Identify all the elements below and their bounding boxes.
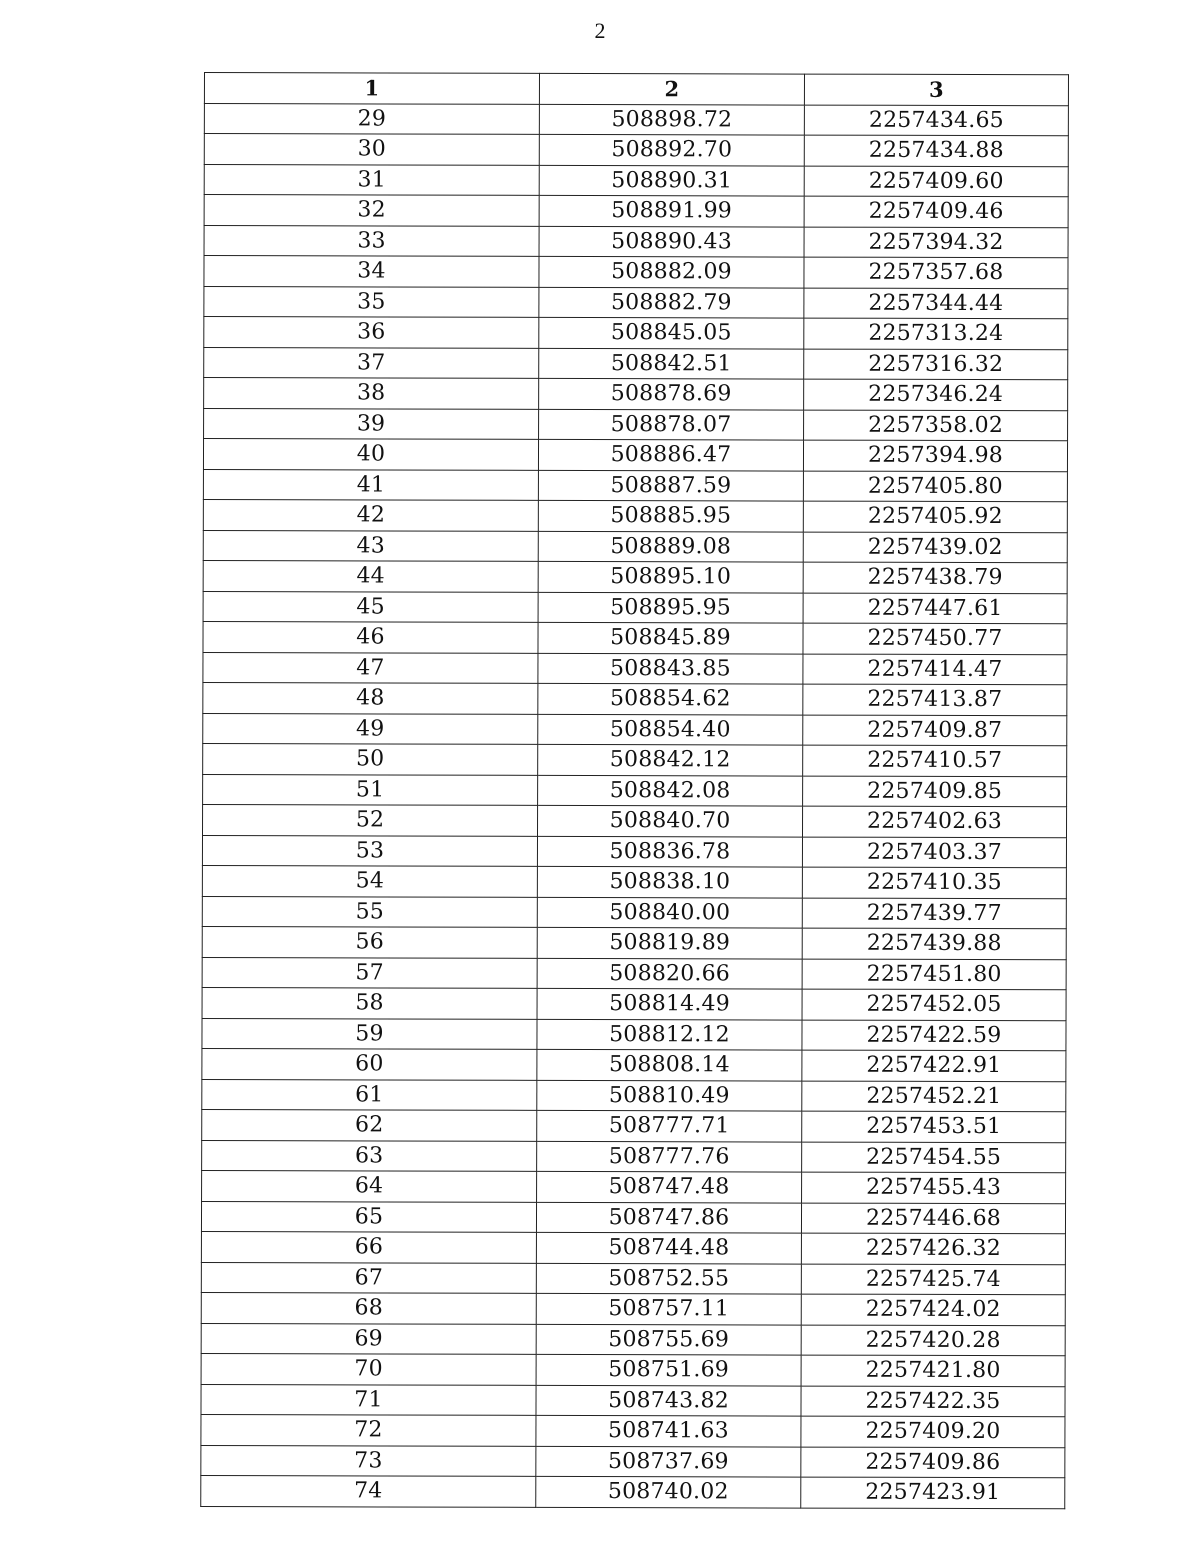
table-row	[203, 774, 1067, 807]
x-coordinate-cell: 508878.69	[539, 378, 804, 409]
y-coordinate-cell: 2257409.46	[804, 196, 1068, 227]
point-number-cell: 46	[203, 621, 538, 652]
y-coordinate-cell: 2257394.98	[803, 440, 1067, 471]
x-coordinate-cell: 508777.71	[537, 1110, 802, 1141]
table-row	[204, 286, 1068, 319]
table-row	[201, 1353, 1065, 1386]
point-number-cell: 44	[203, 560, 538, 591]
x-coordinate-cell: 508741.63	[536, 1415, 801, 1446]
point-number-cell: 33	[204, 225, 539, 256]
table-row	[202, 926, 1066, 959]
y-coordinate-cell: 2257447.61	[803, 593, 1067, 624]
x-coordinate-cell: 508890.31	[539, 165, 804, 196]
table-row	[204, 256, 1068, 289]
point-number-cell: 69	[201, 1323, 536, 1354]
column-header-1: 1	[204, 73, 539, 104]
y-coordinate-cell: 2257423.91	[801, 1477, 1065, 1508]
table-row	[203, 682, 1067, 715]
x-coordinate-cell: 508808.14	[537, 1049, 802, 1080]
point-number-cell: 43	[203, 530, 538, 561]
point-number-cell: 62	[202, 1109, 537, 1140]
x-coordinate-cell: 508777.76	[537, 1141, 802, 1172]
x-coordinate-cell: 508842.51	[539, 348, 804, 379]
table-row	[204, 134, 1068, 167]
x-coordinate-cell: 508887.59	[538, 470, 803, 501]
x-coordinate-cell: 508737.69	[536, 1446, 801, 1477]
point-number-cell: 65	[201, 1201, 536, 1232]
table-body	[201, 103, 1069, 1508]
y-coordinate-cell: 2257425.74	[801, 1264, 1065, 1295]
point-number-cell: 34	[204, 256, 539, 287]
point-number-cell: 53	[202, 835, 537, 866]
table-row	[201, 1475, 1065, 1508]
table-row	[203, 591, 1067, 624]
point-number-cell: 55	[202, 896, 537, 927]
table-row	[204, 164, 1068, 197]
table-row	[203, 439, 1067, 472]
point-number-cell: 48	[203, 682, 538, 713]
table-row	[202, 1109, 1066, 1142]
x-coordinate-cell: 508740.02	[536, 1476, 801, 1507]
x-coordinate-cell: 508814.49	[537, 988, 802, 1019]
x-coordinate-cell: 508895.95	[538, 592, 803, 623]
y-coordinate-cell: 2257452.05	[802, 989, 1066, 1020]
y-coordinate-cell: 2257439.02	[803, 532, 1067, 563]
table-row	[202, 835, 1066, 868]
x-coordinate-cell: 508892.70	[539, 134, 804, 165]
point-number-cell: 37	[204, 347, 539, 378]
y-coordinate-cell: 2257313.24	[804, 318, 1068, 349]
point-number-cell: 35	[204, 286, 539, 317]
x-coordinate-cell: 508898.72	[539, 104, 804, 135]
point-number-cell: 71	[201, 1384, 536, 1415]
x-coordinate-cell: 508854.62	[538, 683, 803, 714]
y-coordinate-cell: 2257438.79	[803, 562, 1067, 593]
point-number-cell: 54	[202, 865, 537, 896]
table-row	[201, 1292, 1065, 1325]
x-coordinate-cell: 508886.47	[538, 439, 803, 470]
table-row	[202, 1079, 1066, 1112]
x-coordinate-cell: 508836.78	[537, 836, 802, 867]
table-row	[204, 103, 1068, 136]
table-row	[201, 1201, 1065, 1234]
y-coordinate-cell: 2257422.35	[801, 1386, 1065, 1417]
table-row	[204, 225, 1068, 258]
table-row	[204, 347, 1068, 380]
point-number-cell: 67	[201, 1262, 536, 1293]
x-coordinate-cell: 508751.69	[536, 1354, 801, 1385]
x-coordinate-cell: 508757.11	[536, 1293, 801, 1324]
point-number-cell: 57	[202, 957, 537, 988]
y-coordinate-cell: 2257413.87	[803, 684, 1067, 715]
y-coordinate-cell: 2257422.91	[802, 1050, 1066, 1081]
table-row	[203, 804, 1067, 837]
point-number-cell: 68	[201, 1292, 536, 1323]
y-coordinate-cell: 2257409.86	[801, 1447, 1065, 1478]
column-header-2: 2	[539, 73, 804, 104]
table-row	[201, 1414, 1065, 1447]
point-number-cell: 52	[203, 804, 538, 835]
y-coordinate-cell: 2257452.21	[802, 1081, 1066, 1112]
table-row	[202, 957, 1066, 990]
point-number-cell: 50	[203, 743, 538, 774]
table-row	[202, 865, 1066, 898]
x-coordinate-cell: 508882.09	[539, 256, 804, 287]
y-coordinate-cell: 2257358.02	[804, 410, 1068, 441]
y-coordinate-cell: 2257434.88	[804, 135, 1068, 166]
y-coordinate-cell: 2257450.77	[803, 623, 1067, 654]
table-row	[203, 469, 1067, 502]
table-row	[202, 987, 1066, 1020]
y-coordinate-cell: 2257409.20	[801, 1416, 1065, 1447]
x-coordinate-cell: 508891.99	[539, 195, 804, 226]
point-number-cell: 56	[202, 926, 537, 957]
x-coordinate-cell: 508854.40	[538, 714, 803, 745]
x-coordinate-cell: 508743.82	[536, 1385, 801, 1416]
y-coordinate-cell: 2257316.32	[804, 349, 1068, 380]
y-coordinate-cell: 2257346.24	[804, 379, 1068, 410]
y-coordinate-cell: 2257426.32	[801, 1233, 1065, 1264]
header-row	[204, 73, 1068, 106]
y-coordinate-cell: 2257434.65	[804, 105, 1068, 136]
point-number-cell: 73	[201, 1445, 536, 1476]
table-row	[201, 1445, 1065, 1478]
table-row	[203, 530, 1067, 563]
page-number: 2	[594, 18, 606, 43]
point-number-cell: 38	[204, 378, 539, 409]
point-number-cell: 45	[203, 591, 538, 622]
y-coordinate-cell: 2257446.68	[801, 1203, 1065, 1234]
y-coordinate-cell: 2257455.43	[802, 1172, 1066, 1203]
y-coordinate-cell: 2257422.59	[802, 1020, 1066, 1051]
x-coordinate-cell: 508840.00	[537, 897, 802, 928]
y-coordinate-cell: 2257409.85	[803, 776, 1067, 807]
table-row	[204, 317, 1068, 350]
point-number-cell: 64	[202, 1170, 537, 1201]
x-coordinate-cell: 508845.89	[538, 622, 803, 653]
table-row	[202, 1170, 1066, 1203]
x-coordinate-cell: 508885.95	[538, 500, 803, 531]
x-coordinate-cell: 508810.49	[537, 1080, 802, 1111]
point-number-cell: 51	[203, 774, 538, 805]
y-coordinate-cell: 2257402.63	[803, 806, 1067, 837]
y-coordinate-cell: 2257439.88	[802, 928, 1066, 959]
table-row	[201, 1323, 1065, 1356]
y-coordinate-cell: 2257409.87	[803, 715, 1067, 746]
y-coordinate-cell: 2257394.32	[804, 227, 1068, 258]
point-number-cell: 72	[201, 1414, 536, 1445]
table-row	[201, 1262, 1065, 1295]
point-number-cell: 36	[204, 317, 539, 348]
x-coordinate-cell: 508819.89	[537, 927, 802, 958]
x-coordinate-cell: 508882.79	[539, 287, 804, 318]
x-coordinate-cell: 508744.48	[536, 1232, 801, 1263]
table-row	[202, 896, 1066, 929]
y-coordinate-cell: 2257453.51	[802, 1111, 1066, 1142]
y-coordinate-cell: 2257409.60	[804, 166, 1068, 197]
x-coordinate-cell: 508895.10	[538, 561, 803, 592]
x-coordinate-cell: 508752.55	[536, 1263, 801, 1294]
y-coordinate-cell: 2257451.80	[802, 959, 1066, 990]
point-number-cell: 47	[203, 652, 538, 683]
table-row	[204, 195, 1068, 228]
y-coordinate-cell: 2257405.92	[803, 501, 1067, 532]
x-coordinate-cell: 508820.66	[537, 958, 802, 989]
point-number-cell: 59	[202, 1018, 537, 1049]
x-coordinate-cell: 508755.69	[536, 1324, 801, 1355]
y-coordinate-cell: 2257454.55	[802, 1142, 1066, 1173]
y-coordinate-cell: 2257414.47	[803, 654, 1067, 685]
y-coordinate-cell: 2257405.80	[803, 471, 1067, 502]
table-row	[202, 1018, 1066, 1051]
point-number-cell: 31	[204, 164, 539, 195]
x-coordinate-cell: 508878.07	[539, 409, 804, 440]
table-row	[203, 652, 1067, 685]
point-number-cell: 29	[204, 103, 539, 134]
point-number-cell: 41	[203, 469, 538, 500]
point-number-cell: 74	[201, 1475, 536, 1506]
x-coordinate-cell: 508843.85	[538, 653, 803, 684]
table-row	[203, 621, 1067, 654]
table-row	[202, 1048, 1066, 1081]
x-coordinate-cell: 508842.12	[538, 744, 803, 775]
x-coordinate-cell: 508812.12	[537, 1019, 802, 1050]
y-coordinate-cell: 2257344.44	[804, 288, 1068, 319]
x-coordinate-cell: 508842.08	[538, 775, 803, 806]
table-row	[201, 1231, 1065, 1264]
table-row	[201, 1384, 1065, 1417]
coordinates-table	[200, 72, 1069, 1509]
point-number-cell: 30	[204, 134, 539, 165]
point-number-cell: 61	[202, 1079, 537, 1110]
x-coordinate-cell: 508747.86	[536, 1202, 801, 1233]
point-number-cell: 58	[202, 987, 537, 1018]
table-row	[203, 743, 1067, 776]
point-number-cell: 63	[202, 1140, 537, 1171]
table-row	[203, 713, 1067, 746]
point-number-cell: 40	[203, 439, 538, 470]
table-row	[204, 408, 1068, 441]
x-coordinate-cell: 508889.08	[538, 531, 803, 562]
table-header	[204, 73, 1068, 106]
x-coordinate-cell: 508840.70	[538, 805, 803, 836]
y-coordinate-cell: 2257357.68	[804, 257, 1068, 288]
point-number-cell: 42	[203, 499, 538, 530]
y-coordinate-cell: 2257421.80	[801, 1355, 1065, 1386]
y-coordinate-cell: 2257420.28	[801, 1325, 1065, 1356]
point-number-cell: 70	[201, 1353, 536, 1384]
x-coordinate-cell: 508845.05	[539, 317, 804, 348]
table-row	[202, 1140, 1066, 1173]
x-coordinate-cell: 508838.10	[537, 866, 802, 897]
y-coordinate-cell: 2257410.35	[802, 867, 1066, 898]
y-coordinate-cell: 2257424.02	[801, 1294, 1065, 1325]
column-header-3: 3	[804, 74, 1068, 105]
point-number-cell: 60	[202, 1048, 537, 1079]
table-row	[203, 499, 1067, 532]
x-coordinate-cell: 508890.43	[539, 226, 804, 257]
point-number-cell: 66	[201, 1231, 536, 1262]
point-number-cell: 39	[204, 408, 539, 439]
point-number-cell: 32	[204, 195, 539, 226]
point-number-cell: 49	[203, 713, 538, 744]
table-row	[204, 378, 1068, 411]
table-row	[203, 560, 1067, 593]
y-coordinate-cell: 2257403.37	[802, 837, 1066, 868]
y-coordinate-cell: 2257410.57	[803, 745, 1067, 776]
y-coordinate-cell: 2257439.77	[802, 898, 1066, 929]
x-coordinate-cell: 508747.48	[537, 1171, 802, 1202]
